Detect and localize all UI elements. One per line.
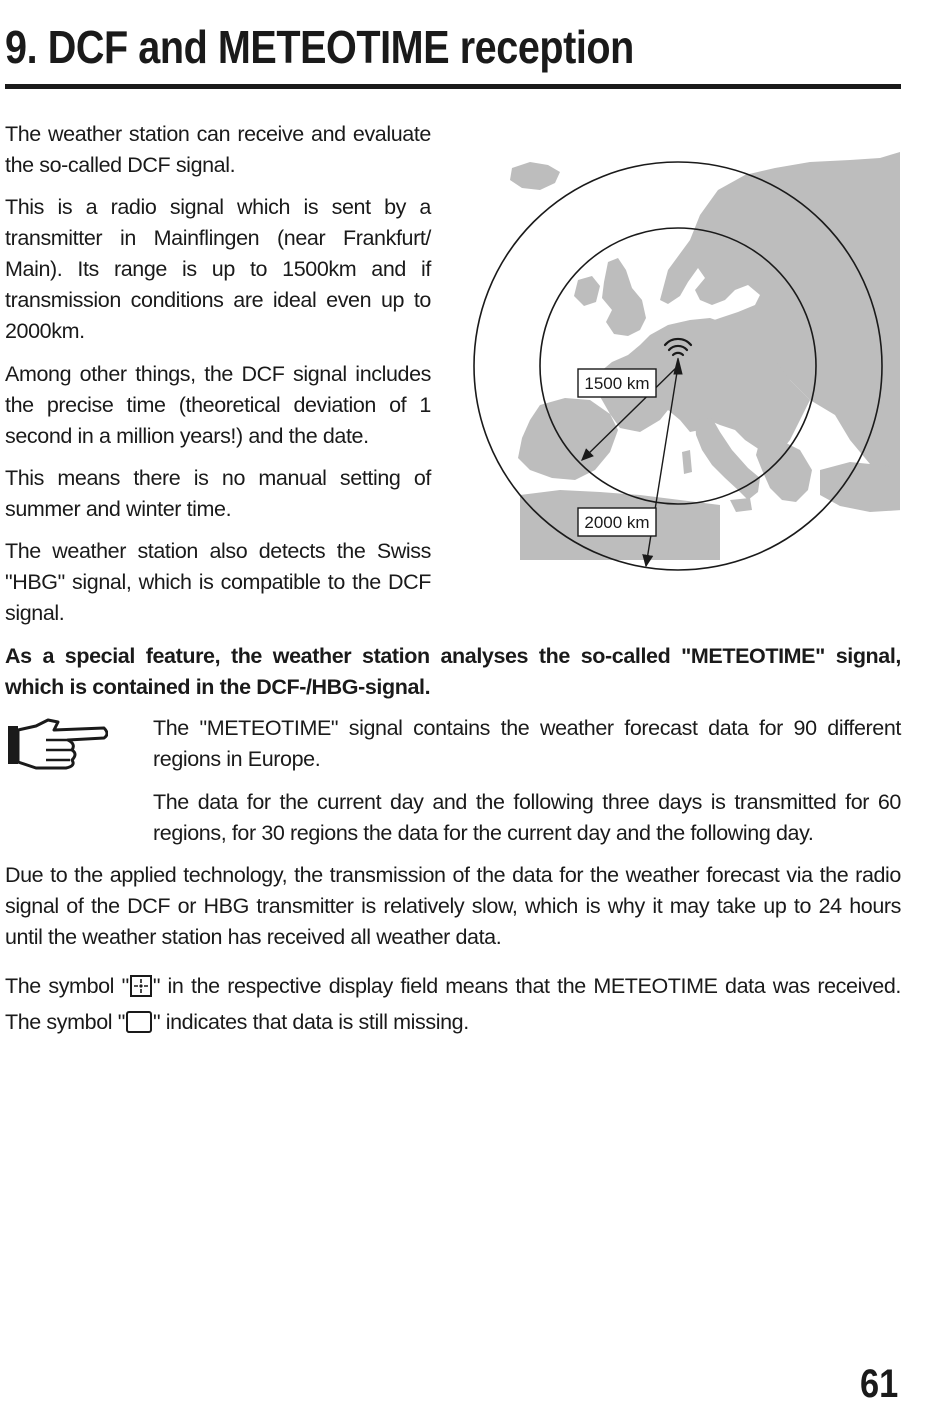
label-2000km: 2000 km	[584, 513, 650, 532]
symbol-text-part1: The symbol "	[5, 974, 129, 998]
europe-landmass	[510, 152, 902, 560]
intro-paragraph-2: This is a radio signal which is sent by a transmitter in Mainflingen (near Frankfurt/ Main). Its range is up to 1500km and if transmission conditions are ideal even up to 2000km.	[5, 195, 431, 343]
label-1500km: 1500 km	[584, 374, 650, 393]
body-paragraph-1: Due to the applied technology, the transmission of the data for the weather forecast via the radio signal of the DCF or HBG transmitter is relatively slow, which is why it may take up to 24 hours until the weather station has received all weather data.	[5, 863, 901, 949]
meteotime-received-icon	[130, 975, 152, 997]
body-paragraph-symbols	[5, 968, 901, 1040]
note-paragraph-1: The "METEOTIME" signal contains the weather forecast data for 90 different regions in Europe.	[153, 716, 901, 771]
page-title: 9. DCF and METEOTIME reception	[5, 21, 634, 73]
intro-paragraph-5: The weather station also detects the Swiss "HBG" signal, which is compatible to the DCF signal.	[5, 539, 431, 625]
symbol-text-part3: " indicates that data is still missing.	[152, 1010, 469, 1034]
note-paragraph-2: The data for the current day and the following three days is transmitted for 60 regions, for 30 regions the data for the current day and the following day.	[153, 790, 901, 845]
meteotime-feature-text: As a special feature, the weather station analyses the so-called "METEOTIME" signal, which is contained in the DCF-/HBG-signal.	[5, 644, 901, 699]
symbol-text-part2: " in the respective display field means that the METEOTIME data was received. The symbol "	[5, 974, 901, 1034]
title-underline	[5, 84, 901, 89]
meteotime-missing-icon	[126, 1011, 152, 1033]
intro-paragraph-4: This means there is no manual setting of summer and winter time.	[5, 466, 431, 521]
dcf-range-map	[462, 150, 902, 580]
pointing-hand-icon	[6, 716, 108, 772]
intro-paragraph-3: Among other things, the DCF signal includes the precise time (theoretical deviation of 1 second in a million years!) and the date.	[5, 362, 431, 448]
intro-paragraph-1: The weather station can receive and evaluate the so-called DCF signal.	[5, 122, 431, 177]
page-number: 61	[860, 1362, 899, 1406]
